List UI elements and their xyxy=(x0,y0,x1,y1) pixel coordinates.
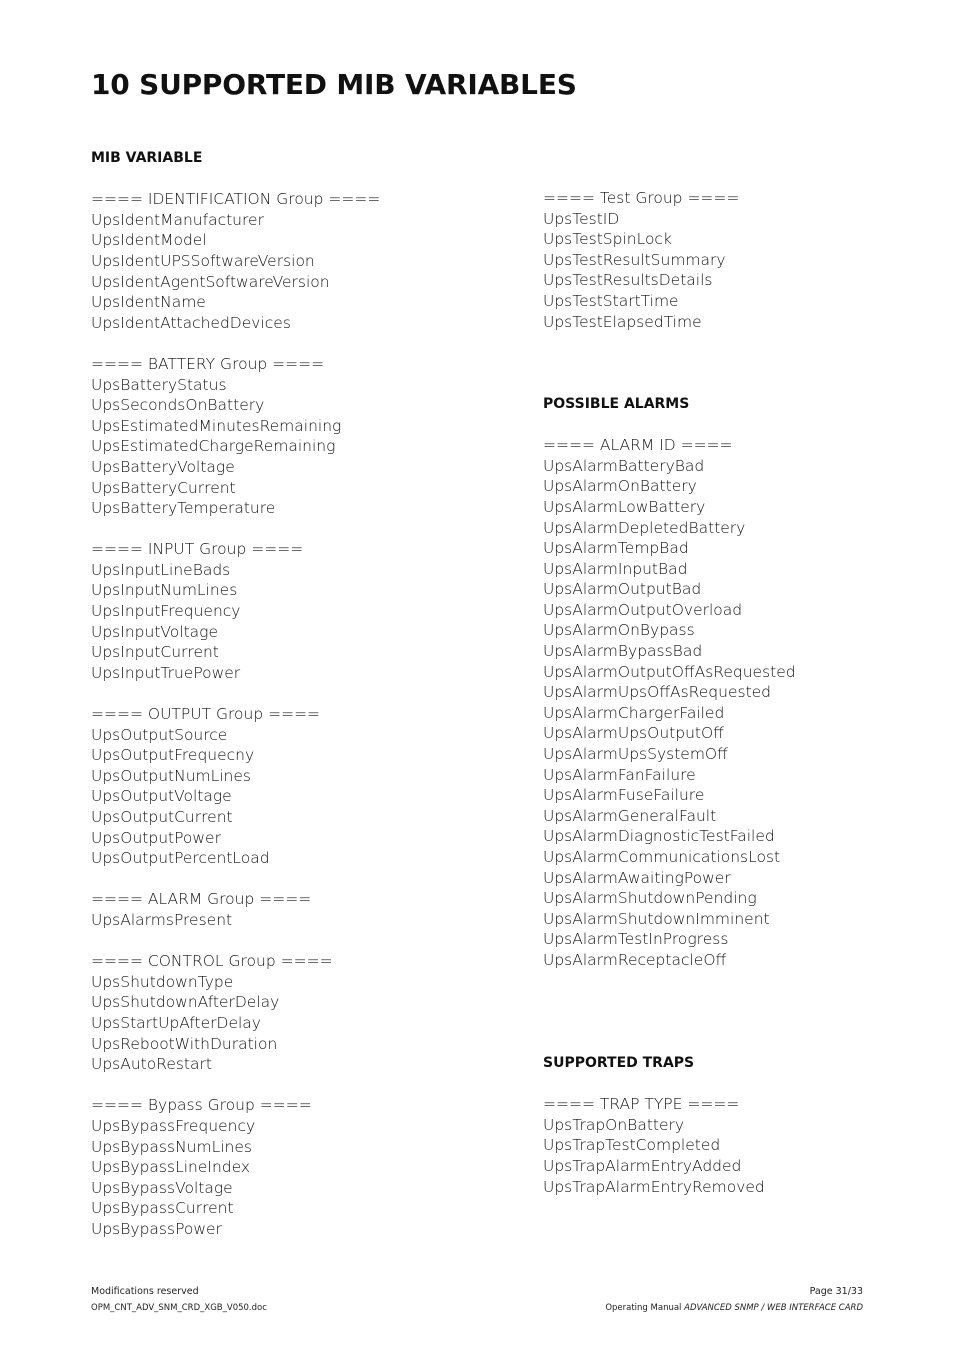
mib-variable-item: UpsAlarmsPresent xyxy=(91,910,233,929)
section-heading-possible-alarms: POSSIBLE ALARMS xyxy=(543,395,690,412)
mib-variable-item: UpsBypassFrequency xyxy=(91,1116,256,1135)
mib-variable-item: UpsTestResultsDetails xyxy=(543,271,713,290)
footer-right xyxy=(605,1284,863,1316)
group-header: ==== Test Group ==== xyxy=(543,189,740,207)
test-group xyxy=(543,188,954,332)
mib-variable-item: UpsStartUpAfterDelay xyxy=(91,1013,261,1032)
mib-variable-item: UpsBypassLineIndex xyxy=(91,1158,251,1177)
mib-variable-item: UpsTestResultSummary xyxy=(543,250,726,269)
alarm-item: UpsAlarmShutdownImminent xyxy=(543,909,770,928)
footer-manual-prefix: Operating Manual xyxy=(605,1303,685,1313)
mib-variable-item: UpsIdentModel xyxy=(91,231,207,250)
mib-variable-item: UpsInputVoltage xyxy=(91,622,218,641)
footer-modifications: Modifications reserved xyxy=(91,1286,199,1297)
page-title: 10 SUPPORTED MIB VARIABLES xyxy=(91,68,577,101)
alarm-item: UpsAlarmDiagnosticTestFailed xyxy=(543,827,775,846)
mib-variable-item: UpsBatteryCurrent xyxy=(91,478,236,497)
trap-item: UpsTrapTestCompleted xyxy=(543,1136,721,1155)
alarm-item: UpsAlarmOutputOverload xyxy=(543,600,743,619)
footer-left xyxy=(91,1284,267,1316)
footer-page-number: Page 31/33 xyxy=(809,1286,863,1297)
mib-variable-item: UpsBypassVoltage xyxy=(91,1178,233,1197)
group-header: ==== CONTROL Group ==== xyxy=(91,952,333,971)
group-header: ==== INPUT Group ==== xyxy=(91,540,304,559)
mib-variable-item: UpsEstimatedChargeRemaining xyxy=(91,437,336,456)
mib-variable-item: UpsTestElapsedTime xyxy=(543,312,702,331)
mib-variable-item: UpsOutputPercentLoad xyxy=(91,849,270,868)
mib-variable-item: UpsInputTruePower xyxy=(91,663,241,682)
mib-variable-item: UpsOutputPower xyxy=(91,828,221,847)
mib-variable-item: UpsInputNumLines xyxy=(91,581,238,600)
trap-list xyxy=(543,1115,954,1197)
mib-variable-item: UpsOutputSource xyxy=(91,725,228,744)
mib-variable-item: UpsAutoRestart xyxy=(91,1055,212,1074)
alarm-item: UpsAlarmCommunicationsLost xyxy=(543,848,781,866)
mib-variable-item: UpsSecondsOnBattery xyxy=(91,396,265,415)
mib-variable-item: UpsIdentManufacturer xyxy=(91,210,264,229)
mib-variable-item: UpsOutputFrequecny xyxy=(91,746,255,765)
alarm-item: UpsAlarmUpsSystemOff xyxy=(543,745,728,764)
mib-variable-item: UpsInputCurrent xyxy=(91,643,219,662)
alarm-item: UpsAlarmDepletedBattery xyxy=(543,518,746,537)
alarm-item: UpsAlarmChargerFailed xyxy=(543,703,725,722)
mib-variable-item: UpsIdentName xyxy=(91,293,206,312)
mib-variable-column xyxy=(91,148,511,1239)
mib-variable-item: UpsIdentUPSSoftwareVersion xyxy=(91,251,315,270)
mib-groups xyxy=(91,169,511,1240)
mib-variable-item: UpsBatteryVoltage xyxy=(91,457,235,476)
mib-variable-item: UpsTestID xyxy=(543,209,620,228)
mib-variable-item: UpsBatteryStatus xyxy=(91,375,227,394)
mib-variable-item: UpsTestStartTime xyxy=(543,291,679,310)
alarm-item: UpsAlarmOutputBad xyxy=(543,580,702,599)
alarm-item: UpsAlarmBypassBad xyxy=(543,642,703,661)
alarm-item: UpsAlarmOnBypass xyxy=(543,621,695,640)
alarm-item: UpsAlarmUpsOutputOff xyxy=(543,724,724,743)
footer-manual-title: ADVANCED SNMP / WEB INTERFACE CARD xyxy=(684,1303,863,1313)
group-header: ==== Bypass Group ==== xyxy=(91,1096,312,1115)
alarm-item: UpsAlarmBatteryBad xyxy=(543,456,705,475)
trap-item: UpsTrapAlarmEntryRemoved xyxy=(543,1177,765,1196)
alarm-item: UpsAlarmAwaitingPower xyxy=(543,868,731,887)
footer-manual xyxy=(605,1300,863,1316)
alarm-item: UpsAlarmOnBattery xyxy=(543,477,697,496)
trap-group-header: ==== TRAP TYPE ==== xyxy=(543,1095,740,1114)
mib-variable-item: UpsInputFrequency xyxy=(91,602,241,621)
alarm-item: UpsAlarmShutdownPending xyxy=(543,889,757,908)
mib-variable-item: UpsRebootWithDuration xyxy=(91,1034,278,1053)
alarm-item: UpsAlarmInputBad xyxy=(543,559,688,578)
alarm-item: UpsAlarmFuseFailure xyxy=(543,786,705,805)
trap-item: UpsTrapAlarmEntryAdded xyxy=(543,1156,742,1175)
group-header: ==== BATTERY Group ==== xyxy=(91,354,325,373)
alarm-item: UpsAlarmGeneralFault xyxy=(543,806,717,825)
alarm-item: UpsAlarmTempBad xyxy=(543,539,689,558)
mib-variable-item: UpsEstimatedMinutesRemaining xyxy=(91,416,342,435)
alarm-item: UpsAlarmLowBattery xyxy=(543,497,706,516)
mib-variable-item: UpsOutputNumLines xyxy=(91,766,251,785)
group-header: ==== ALARM Group ==== xyxy=(91,890,312,909)
mib-variable-item: UpsIdentAttachedDevices xyxy=(91,313,291,332)
right-column xyxy=(543,188,954,1197)
mib-variable-item: UpsIdentAgentSoftwareVersion xyxy=(91,272,330,291)
mib-variable-item: UpsBypassCurrent xyxy=(91,1199,234,1218)
alarm-item: UpsAlarmReceptacleOff xyxy=(543,950,727,969)
section-heading-supported-traps: SUPPORTED TRAPS xyxy=(543,1054,695,1071)
alarm-group-header: ==== ALARM ID ==== xyxy=(543,436,733,455)
mib-variable-item: UpsBypassPower xyxy=(91,1219,222,1238)
alarm-item: UpsAlarmTestInProgress xyxy=(543,930,729,949)
mib-variable-item: UpsOutputVoltage xyxy=(91,787,232,806)
alarm-item: UpsAlarmFanFailure xyxy=(543,765,696,784)
alarm-item: UpsAlarmOutputOffAsRequested xyxy=(543,662,796,681)
mib-variable-item: UpsBatteryTemperature xyxy=(91,499,276,518)
trap-item: UpsTrapOnBattery xyxy=(543,1115,685,1134)
mib-variable-item: UpsOutputCurrent xyxy=(91,808,233,826)
alarm-item: UpsAlarmUpsOffAsRequested xyxy=(543,683,772,702)
group-header: ==== OUTPUT Group ==== xyxy=(91,705,321,724)
alarm-list xyxy=(543,456,954,971)
mib-variable-item: UpsBypassNumLines xyxy=(91,1137,252,1156)
mib-variable-item: UpsInputLineBads xyxy=(91,560,231,579)
section-heading-mib-variable: MIB VARIABLE xyxy=(91,150,203,166)
mib-variable-item: UpsShutdownType xyxy=(91,972,234,991)
footer-filename: OPM_CNT_ADV_SNM_CRD_XGB_V050.doc xyxy=(91,1303,267,1313)
group-header: ==== IDENTIFICATION Group ==== xyxy=(91,190,381,209)
mib-variable-item: UpsShutdownAfterDelay xyxy=(91,993,280,1012)
mib-variable-item: UpsTestSpinLock xyxy=(543,230,672,249)
